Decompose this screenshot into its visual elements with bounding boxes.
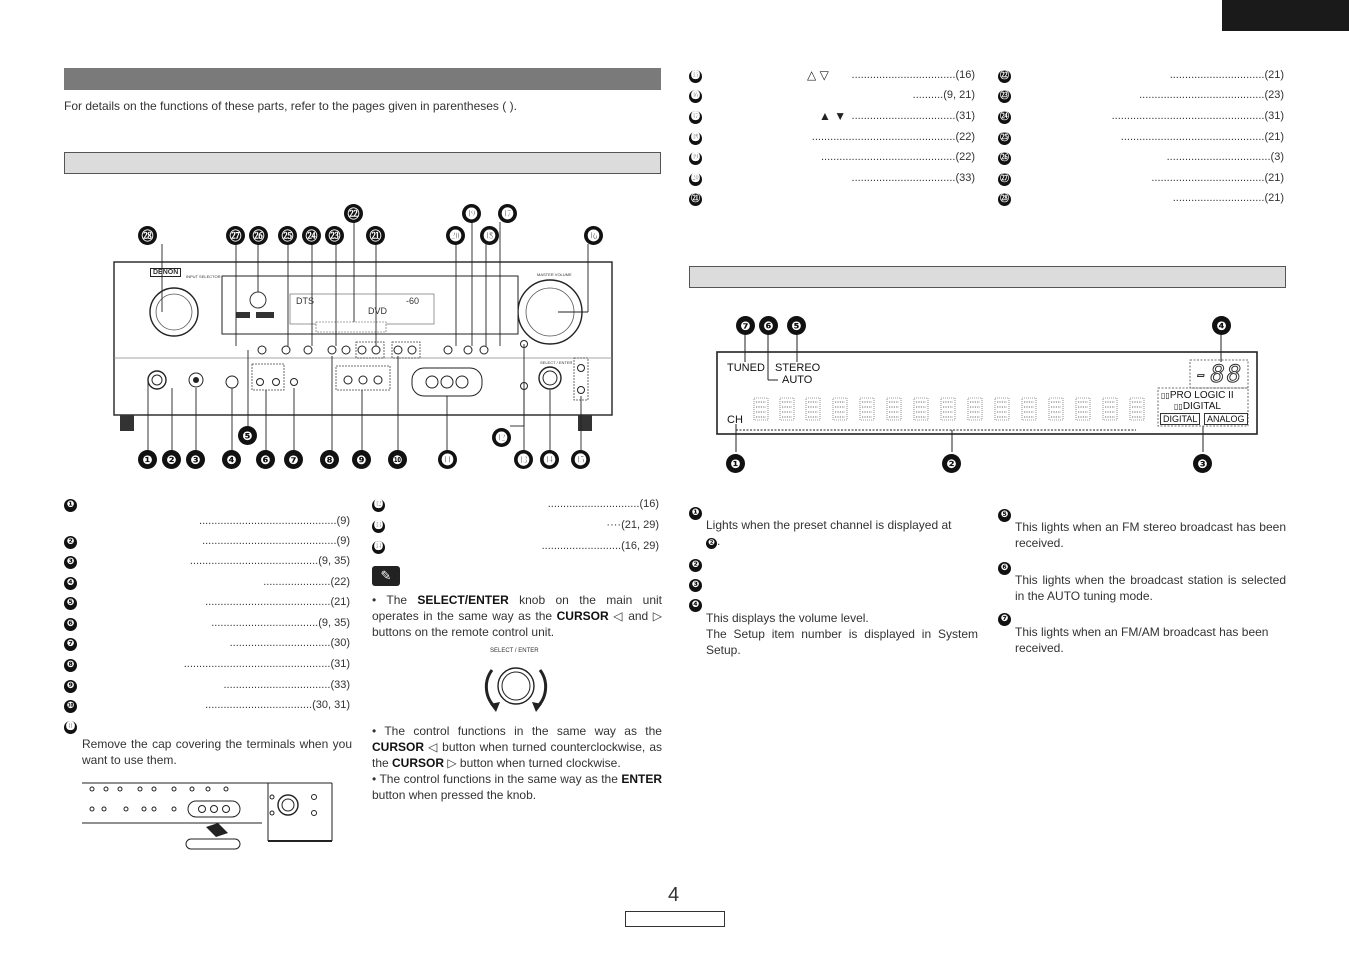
callout-24: ㉔ xyxy=(302,226,321,245)
note-para-1: • The SELECT/ENTER knob on the main unit operates in the same way as the CURSOR ◁ and ▷ buttons on the remote control unit. xyxy=(372,593,662,639)
ref-number: ㉓ xyxy=(999,91,1009,101)
ref-number: ㉖ xyxy=(999,153,1009,163)
ref-item-5 xyxy=(64,596,350,612)
display-callout-7: ❼ xyxy=(736,316,755,335)
section-header-bar xyxy=(64,68,661,90)
display-item-7-text: This lights when an FM/AM broadcast has been received. xyxy=(1015,625,1269,655)
ref-number: ㉕ xyxy=(999,133,1009,143)
ref-number: ❹ xyxy=(64,577,77,590)
ref-number: ❿ xyxy=(64,700,77,713)
ref-item-26 xyxy=(998,151,1284,167)
ref-pages: ......................(22) xyxy=(263,576,350,588)
display-dolby-digital-indicator: ▯▯DIGITAL xyxy=(1174,401,1221,412)
ref-item-23 xyxy=(998,89,1284,105)
callout-27: ㉗ xyxy=(226,226,245,245)
ref-pages: ..........................(16, 29) xyxy=(541,540,659,552)
ref-item-25 xyxy=(998,131,1284,147)
ref-pages: .........................................(21) xyxy=(205,596,350,608)
display-item-6-text: This lights when the broadcast station is selected in the AUTO tuning mode. xyxy=(1015,573,1286,603)
ref-number: ❾ xyxy=(64,680,77,693)
ref-pages: ..........(9, 21) xyxy=(912,89,975,101)
ref-item-19 xyxy=(689,151,975,167)
ref-item-21 xyxy=(689,192,975,208)
ref-pages: ................................................(31) xyxy=(183,658,350,670)
ref-pages: ..........................................(9, 35) xyxy=(189,555,350,567)
pencil-note-icon: ✎ xyxy=(372,566,400,586)
ref-item-14 xyxy=(372,540,659,556)
ref-item-12 xyxy=(372,498,659,514)
ref-number: ⓲ xyxy=(690,133,700,143)
ref-pages: ...................................(30, 31) xyxy=(205,699,350,711)
callout-10: ❿ xyxy=(388,450,407,469)
ref-number: ❺ xyxy=(64,597,77,610)
page-footer-box xyxy=(625,911,725,927)
display-item-4-text-2: The Setup item number is displayed in System Setup. xyxy=(706,627,978,657)
ref-pages: .............................................(9) xyxy=(199,515,350,527)
display-digital-box: DIGITAL xyxy=(1160,413,1200,425)
ref-pages: ..................................(31) xyxy=(851,110,975,122)
callout-18: ⓲ xyxy=(480,226,499,245)
ref-number: ❸ xyxy=(64,556,77,569)
ref-pages: .........................................(23) xyxy=(1139,89,1284,101)
display-item-1-text: Lights when the preset channel is displayed at ❷ . xyxy=(706,518,952,548)
ref-item-6 xyxy=(64,617,350,633)
display-item-3-number: ❸ xyxy=(689,574,702,592)
ref-item-17 xyxy=(689,110,975,126)
callout-25: ㉕ xyxy=(278,226,297,245)
callout-19: ⓳ xyxy=(462,204,481,223)
page-number: 4 xyxy=(668,884,680,906)
ref-item-24 xyxy=(998,110,1284,126)
terminal-cover-figure xyxy=(82,775,334,853)
ref-item-3 xyxy=(64,555,350,571)
ref-item-8 xyxy=(64,658,350,674)
ref-number: ❼ xyxy=(64,638,77,651)
ref-item-13 xyxy=(372,519,659,535)
ref-number: ⓭ xyxy=(373,521,383,531)
ref-pages: ...............................(21) xyxy=(1169,69,1284,81)
ref-number: ㉘ xyxy=(999,194,1009,204)
panel-display-dvd: DVD xyxy=(368,306,388,316)
ref-number: ㉔ xyxy=(999,112,1009,122)
ref-item-4 xyxy=(64,576,350,592)
ref-item-27 xyxy=(998,172,1284,188)
ref-pages: ..................................(3) xyxy=(1166,151,1284,163)
display-figure xyxy=(716,312,1261,478)
display-item-7-number: ❼ xyxy=(998,608,1011,626)
up-down-solid-arrows-icon: ▲ ▼ xyxy=(819,109,847,123)
callout-20: ⓴ xyxy=(446,226,465,245)
ref-pages: ...................................(9, 35) xyxy=(211,617,350,629)
ref-number: ⓱ xyxy=(690,112,700,122)
callout-28: ㉘ xyxy=(138,226,157,245)
ref-number: ㉒ xyxy=(999,71,1009,81)
callout-21: ㉑ xyxy=(366,226,385,245)
display-callout-1: ❶ xyxy=(726,454,745,473)
up-down-outline-arrows-icon: △ ▽ xyxy=(807,68,829,82)
callout-13: ⓭ xyxy=(514,450,533,469)
display-item-5-number: ❺ xyxy=(998,504,1011,522)
callout-22: ㉒ xyxy=(344,204,363,223)
ref-item-2 xyxy=(64,535,350,551)
callout-16: ⓰ xyxy=(584,226,603,245)
ref-number: ❶ xyxy=(64,499,77,512)
callout-12: ⓬ xyxy=(492,428,511,447)
select-enter-label: SELECT / ENTER xyxy=(540,360,573,365)
ref-item-18 xyxy=(689,131,975,147)
display-item-4-text-1: This displays the volume level. xyxy=(706,611,869,625)
ref-number: ⓴ xyxy=(690,174,700,184)
display-stereo-indicator: STEREO xyxy=(775,362,821,374)
ref-pages: ..................................(33) xyxy=(851,172,975,184)
callout-17: ⓱ xyxy=(498,204,517,223)
note-para-2: • The control functions in the same way as the CURSOR ◁ button when turned counterclockwise, as the CURSOR ▷ button when turned clockwise. xyxy=(372,724,662,770)
display-tuned-indicator: TUNED xyxy=(727,362,765,374)
ref-pages: ..................................(16) xyxy=(851,69,975,81)
terminal-cover-drawing xyxy=(82,775,334,853)
panel-display-dts: DTS xyxy=(296,296,314,306)
display-item-1-number: ❶ xyxy=(689,502,702,520)
ref-item-10 xyxy=(64,699,350,715)
callout-26: ㉖ xyxy=(249,226,268,245)
callout-7: ❼ xyxy=(284,450,303,469)
intro-text: For details on the functions of these parts, refer to the pages given in parentheses ( ). xyxy=(64,99,517,113)
display-callout-3: ❸ xyxy=(1193,454,1212,473)
display-header-bar xyxy=(689,266,1286,288)
callout-9: ❾ xyxy=(352,450,371,469)
display-item-2-number: ❷ xyxy=(689,554,702,572)
display-callout-2: ❷ xyxy=(942,454,961,473)
ref-item-15 xyxy=(689,69,975,85)
ref-pages: ...............................................(21) xyxy=(1120,131,1284,143)
callout-14: ⓮ xyxy=(540,450,559,469)
knob-drawing xyxy=(476,648,556,718)
display-item-5-text: This lights when an FM stereo broadcast has been received. xyxy=(1015,520,1286,550)
display-ch-indicator: CH xyxy=(727,414,743,426)
ref-number: ⓰ xyxy=(690,91,700,101)
display-item-6-number: ❻ xyxy=(998,557,1011,575)
corner-tab xyxy=(1222,0,1349,31)
ref-pages: ...................................(33) xyxy=(223,679,350,691)
master-volume-label: MASTER VOLUME xyxy=(537,272,572,277)
ref-number: ⓯ xyxy=(690,71,700,81)
ref-pages: ...............................................(22) xyxy=(811,131,975,143)
ref-item-11 xyxy=(64,720,350,736)
ref-pages: ............................................(22) xyxy=(820,151,975,163)
ref-number: ⓳ xyxy=(690,153,700,163)
callout-23: ㉓ xyxy=(325,226,344,245)
callout-2: ❷ xyxy=(162,450,181,469)
ref-item-1 xyxy=(64,498,350,532)
brand-logo: DENON xyxy=(150,268,181,277)
ref-number: ❽ xyxy=(64,659,77,672)
ref-item-28 xyxy=(998,192,1284,208)
display-item-4-number: ❹ xyxy=(689,594,702,612)
callout-4: ❹ xyxy=(222,450,241,469)
ref-pages: ..................................................(31) xyxy=(1111,110,1284,122)
ref-item-20 xyxy=(689,172,975,188)
front-panel-drawing xyxy=(100,200,620,475)
panel-display-volume: -60 xyxy=(406,296,420,306)
display-volume-digits: -88 xyxy=(1194,360,1244,388)
display-callout-6: ❻ xyxy=(759,316,778,335)
ref-pages: .................................(30) xyxy=(229,637,350,649)
display-auto-indicator: AUTO xyxy=(782,374,813,386)
ref-number: ⓮ xyxy=(373,542,383,552)
ref-pages: ............................................(9) xyxy=(202,535,350,547)
ref-pages: ..............................(21) xyxy=(1172,192,1284,204)
display-analog-box: ANALOG xyxy=(1204,413,1248,425)
knob-label: SELECT / ENTER xyxy=(490,648,539,654)
ref-pages: .....................................(21) xyxy=(1151,172,1284,184)
display-pro-logic-indicator: ▯▯PRO LOGIC II xyxy=(1161,390,1234,401)
ref-item-16 xyxy=(689,89,975,105)
front-panel-figure xyxy=(100,200,620,475)
front-panel-header-bar xyxy=(64,152,661,174)
display-callout-4: ❹ xyxy=(1212,316,1231,335)
ref-pages: ····(21, 29) xyxy=(606,519,659,531)
select-enter-knob-figure xyxy=(476,648,556,718)
callout-1: ❶ xyxy=(138,450,157,469)
ref-number: ❻ xyxy=(64,618,77,631)
callout-5: ❺ xyxy=(238,426,257,445)
ref-number: ❷ xyxy=(64,536,77,549)
ref-item-9 xyxy=(64,679,350,695)
callout-11: ⓫ xyxy=(438,450,457,469)
ref-number: ⓬ xyxy=(373,500,383,510)
callout-15: ⓯ xyxy=(571,450,590,469)
callout-8: ❽ xyxy=(320,450,339,469)
callout-3: ❸ xyxy=(186,450,205,469)
callout-6: ❻ xyxy=(256,450,275,469)
display-callout-5: ❺ xyxy=(787,316,806,335)
ref-pages: ..............................(16) xyxy=(547,498,659,510)
note-para-3: • The control functions in the same way as the ENTER button when pressed the knob. xyxy=(372,772,662,802)
item11-text: Remove the cap covering the terminals when you want to use them. xyxy=(82,737,352,767)
ref-number: ㉑ xyxy=(690,194,700,204)
ref-number: ⓫ xyxy=(65,722,75,732)
ref-number: ㉗ xyxy=(999,174,1009,184)
input-selector-label: INPUT SELECTOR xyxy=(186,274,221,279)
ref-item-22 xyxy=(998,69,1284,85)
ref-item-7 xyxy=(64,637,350,653)
